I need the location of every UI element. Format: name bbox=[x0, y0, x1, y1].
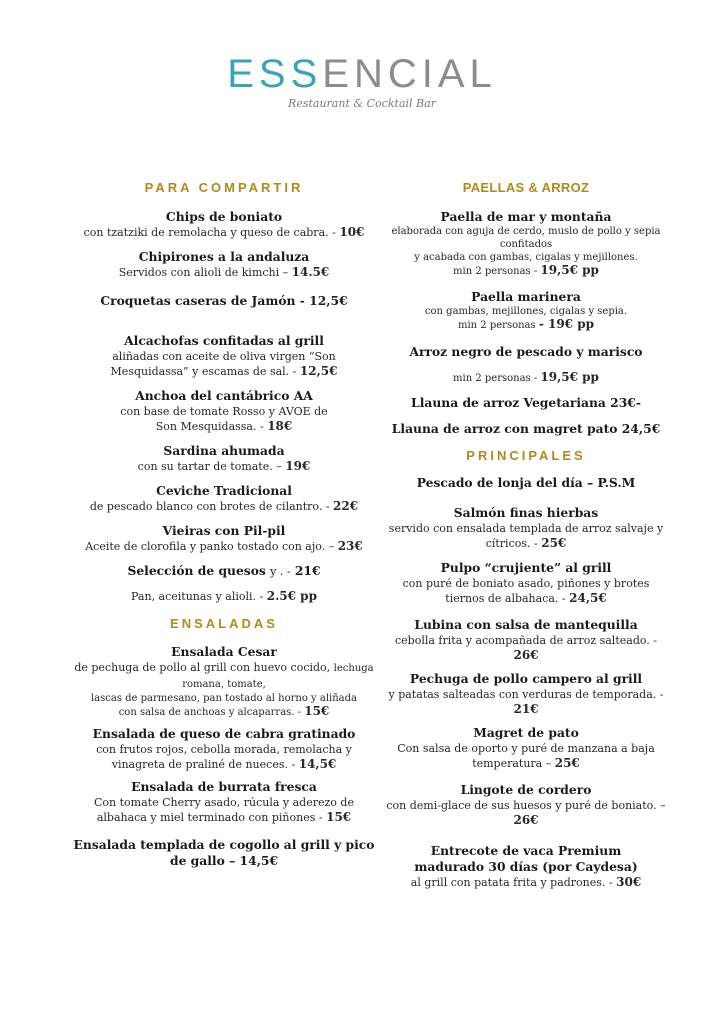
item-name: Chips de boniato bbox=[165, 209, 283, 224]
item-name: Llauna de arroz con magret pato 24,5€ bbox=[391, 421, 661, 436]
item-name: Paella marinera bbox=[471, 289, 581, 304]
item-name: Pulpo “crujiente” al grill bbox=[440, 560, 612, 575]
menu-item bbox=[386, 475, 666, 491]
item-name: Ensalada templada de cogollo al grill y pico de gallo – 14,5€ bbox=[73, 837, 375, 868]
menu-item bbox=[72, 726, 376, 772]
item-price: 14,5€ bbox=[298, 757, 337, 771]
logo-rest-letters: ENCIAL bbox=[322, 52, 497, 96]
menu-item bbox=[72, 644, 376, 719]
menu-item bbox=[386, 421, 666, 437]
item-price: 12,5€ bbox=[299, 364, 338, 378]
menu-item bbox=[386, 560, 666, 606]
section-heading-para-compartir: PARA COMPARTIR bbox=[144, 180, 304, 195]
menu-item bbox=[72, 333, 376, 379]
menu-item bbox=[72, 563, 376, 604]
menu-item bbox=[72, 523, 376, 554]
item-price: 15€ bbox=[304, 704, 330, 718]
item-price: 26€ bbox=[513, 813, 539, 827]
item-desc: cebolla frita y acompañada de arroz salteado. - 26€ bbox=[395, 634, 657, 662]
menu-item bbox=[386, 725, 666, 771]
menu-item bbox=[72, 209, 376, 240]
item-name: Selección de quesos y . - 21€ bbox=[127, 563, 321, 578]
item-desc: de pechuga de pollo al grill con huevo cocido, lechuga romana, tomate, bbox=[74, 661, 374, 690]
item-desc: con gambas, mejillones, cigalas y sepia. bbox=[424, 306, 628, 317]
item-price: 18€ bbox=[267, 419, 293, 433]
right-column bbox=[386, 180, 666, 890]
menu-item bbox=[386, 395, 666, 411]
item-name: Llauna de arroz Vegetariana 23€- bbox=[411, 395, 641, 410]
item-price: 24,5€ bbox=[569, 591, 607, 605]
item-desc: elaborada con aguja de cerdo, muslo de pollo y sepia confitados bbox=[391, 226, 661, 250]
item-desc: con tzatziki de remolacha y queso de cabra. - 10€ bbox=[83, 225, 365, 239]
item-price: 25€ bbox=[554, 756, 580, 770]
section-heading-ensaladas: ENSALADAS bbox=[170, 616, 278, 631]
item-name: Salmón finas hierbas bbox=[453, 505, 599, 520]
item-price: 14.5€ bbox=[291, 265, 330, 279]
item-name: Lingote de cordero bbox=[460, 782, 592, 797]
item-price: 10€ bbox=[339, 225, 365, 239]
item-desc: con frutos rojos, cebolla morada, remolacha y vinagreta de praliné de nueces. - 14,5€ bbox=[96, 743, 352, 771]
restaurant-logo bbox=[0, 52, 724, 110]
item-name: Ensalada de queso de cabra gratinado bbox=[92, 726, 356, 741]
item-desc: Con tomate Cherry asado, rúcula y aderezo de albahaca y miel terminado con piñones - 15€ bbox=[94, 796, 354, 824]
menu-item bbox=[72, 483, 376, 514]
item-desc: Con salsa de oporto y puré de manzana a baja temperatura – 25€ bbox=[397, 742, 655, 770]
item-price: 2.5€ pp bbox=[266, 589, 317, 603]
item-name: Ensalada Cesar bbox=[171, 644, 277, 659]
item-desc: Pan, aceitunas y alioli. - 2.5€ pp bbox=[131, 589, 317, 603]
item-name: Arroz negro de pescado y marisco bbox=[409, 344, 643, 359]
item-desc-cont: y acabada con gambas, cigalas y mejillones. bbox=[414, 252, 638, 263]
menu-item bbox=[72, 249, 376, 280]
item-desc-cont: lascas de parmesano, pan tostado al horno y aliñada con salsa de anchoas y alcaparras. - 15€ bbox=[90, 693, 358, 718]
menu-item bbox=[72, 388, 376, 434]
item-note: min 2 personas - 19,5€ pp bbox=[453, 370, 599, 384]
menu-item bbox=[386, 505, 666, 551]
item-price: 23€ bbox=[337, 539, 363, 553]
item-name: Ceviche Tradicional bbox=[156, 483, 292, 498]
item-name: Entrecote de vaca Premium madurado 30 días (por Caydesa) bbox=[414, 843, 638, 874]
item-name: Vieiras con Pil-pil bbox=[162, 523, 286, 538]
item-price: 26€ bbox=[513, 648, 539, 662]
item-desc: servido con ensalada templada de arroz salvaje y cítricos. - 25€ bbox=[388, 522, 664, 550]
item-name: Croquetas caseras de Jamón - 12,5€ bbox=[100, 293, 348, 308]
menu-item bbox=[386, 617, 666, 663]
item-price: 15€ bbox=[326, 810, 352, 824]
menu-item bbox=[72, 837, 376, 869]
item-price: 19,5€ pp bbox=[540, 263, 599, 277]
menu-item bbox=[386, 671, 666, 717]
item-note: min 2 personas - 19€ pp bbox=[458, 317, 594, 331]
item-name: Anchoa del cantábrico AA bbox=[135, 388, 313, 403]
item-price: 30€ bbox=[616, 875, 642, 889]
item-name: Pechuga de pollo campero al grill bbox=[409, 671, 643, 686]
logo-tagline: Restaurant & Cocktail Bar bbox=[288, 97, 436, 110]
menu-item bbox=[72, 779, 376, 825]
section-heading-paellas: PAELLAS & ARROZ bbox=[462, 180, 590, 195]
item-desc: aliñadas con aceite de oliva virgen “Son Mesquidassa” y escamas de sal. - 12,5€ bbox=[110, 350, 338, 378]
item-desc: al grill con patata frita y padrones. - 30€ bbox=[410, 875, 642, 889]
item-name: Sardina ahumada bbox=[163, 443, 285, 458]
menu-item bbox=[72, 443, 376, 474]
menu-item bbox=[386, 289, 666, 332]
menu-item bbox=[72, 293, 376, 309]
left-column bbox=[72, 180, 376, 869]
menu-item bbox=[386, 209, 666, 278]
item-name: Paella de mar y montaña bbox=[440, 209, 612, 224]
item-price: 19,5€ pp bbox=[540, 370, 599, 384]
item-name: Magret de pato bbox=[473, 725, 579, 740]
logo-wordmark bbox=[0, 52, 724, 96]
item-desc: con puré de boniato asado, piñones y brotes tiernos de albahaca. - 24,5€ bbox=[402, 577, 650, 605]
item-desc: con su tartar de tomate. – 19€ bbox=[137, 459, 311, 473]
item-price: 25€ bbox=[541, 536, 567, 550]
item-name: Ensalada de burrata fresca bbox=[131, 779, 317, 794]
menu-item bbox=[386, 344, 666, 385]
item-desc: de pescado blanco con brotes de cilantro. - 22€ bbox=[89, 499, 359, 513]
item-desc: con base de tomate Rosso y AVOE de Son Mesquidassa. - 18€ bbox=[120, 405, 328, 433]
item-desc: Aceite de clorofila y panko tostado con ajo. – 23€ bbox=[85, 539, 363, 553]
item-price: 21€ bbox=[513, 702, 539, 716]
item-price: 22€ bbox=[333, 499, 359, 513]
logo-accent-letters: ESS bbox=[227, 52, 323, 96]
section-heading-principales: PRINCIPALES bbox=[466, 448, 586, 463]
item-name: Chipirones a la andaluza bbox=[138, 249, 310, 264]
item-name: Alcachofas confitadas al grill bbox=[124, 333, 324, 348]
item-desc: Servidos con alioli de kimchi – 14.5€ bbox=[118, 265, 330, 279]
menu-item bbox=[386, 782, 666, 828]
item-name: Lubina con salsa de mantequilla bbox=[414, 617, 638, 632]
item-desc: con demi-glace de sus huesos y puré de boniato. – 26€ bbox=[386, 799, 666, 827]
item-price: - 19€ pp bbox=[538, 317, 594, 331]
item-note: min 2 personas - 19,5€ pp bbox=[453, 263, 599, 277]
item-name: Pescado de lonja del día – P.S.M bbox=[416, 475, 636, 490]
menu-item bbox=[386, 843, 666, 890]
item-price: 19€ bbox=[285, 459, 311, 473]
item-desc: y patatas salteadas con verduras de temporada. - 21€ bbox=[388, 688, 664, 716]
